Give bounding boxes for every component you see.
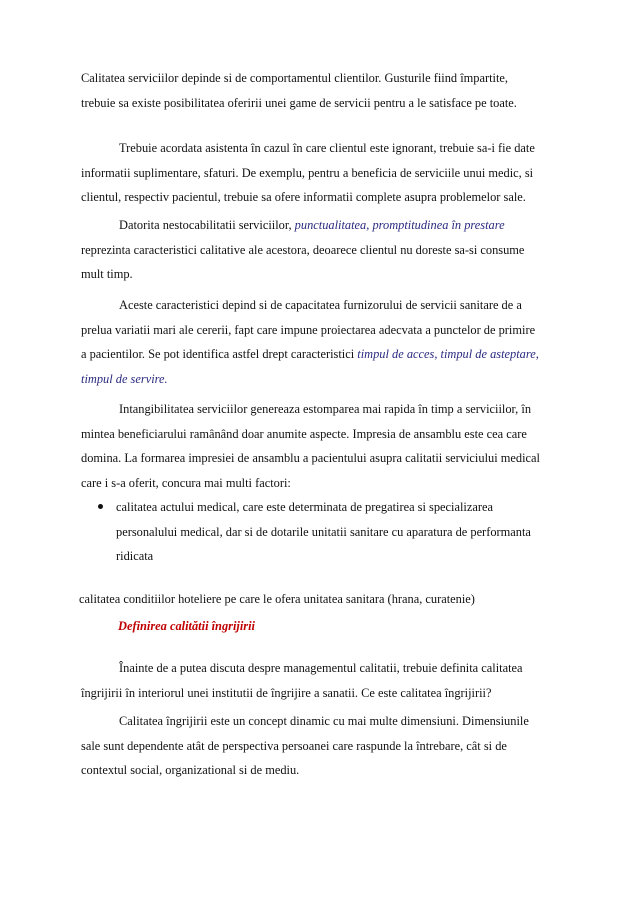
paragraph-3 xyxy=(81,213,524,287)
paragraph-1 xyxy=(81,66,517,115)
text-line: ridicata xyxy=(116,549,154,563)
paragraph-4 xyxy=(81,293,539,391)
text-line: calitatea actului medical, care este determinata de pregatirea si specializarea xyxy=(116,500,494,514)
bullet-item-1 xyxy=(116,495,531,569)
italic-emphasis: timpul de acces, timpul de asteptare, xyxy=(357,347,539,361)
italic-emphasis: timpul de servire. xyxy=(81,371,168,386)
italic-emphasis: punctualitatea, promptitudinea în prestare xyxy=(294,218,505,232)
text-line: Aceste caracteristici depind si de capacitatea furnizorului de servicii sanitare de a xyxy=(119,298,522,312)
text-line: Calitatea serviciilor depinde si de comportamentul clientilor. Gusturile fiind împartite, xyxy=(81,71,509,85)
text-line: Înainte de a putea discuta despre managementul calitatii, trebuie definita calitatea xyxy=(119,661,523,675)
text-line: Calitatea îngrijirii este un concept dinamic cu mai multe dimensiuni. Dimensiunile xyxy=(119,714,529,728)
list-item-2 xyxy=(79,587,475,612)
text-line: trebuie sa existe posibilitatea oferirii unei game de servicii pentru a le satisface pe toate. xyxy=(81,95,517,110)
text-line: Intangibilitatea serviciilor genereaza estomparea mai rapida în timp a serviciilor, în xyxy=(119,402,532,416)
text-line: care i s-a oferit, concura mai multi factori: xyxy=(81,475,291,490)
text-line: mintea beneficiarului ramânând doar anumite aspecte. Impresia de ansamblu este cea care xyxy=(81,426,527,441)
bullet-dot xyxy=(98,504,103,509)
text-segment: a pacientilor. Se pot identifica astfel drept caracteristici xyxy=(81,347,358,361)
text-line: prelua variatii mari ale cererii, fapt care impune proiectarea adecvata a punctelor de primire xyxy=(81,322,536,337)
paragraph-2 xyxy=(81,136,535,210)
text-line: clientul, respectiv pacientul, trebuie sa ofere informatii complete asupra problemelor sale. xyxy=(81,190,526,204)
text-segment: Datorita nestocabilitatii serviciilor, xyxy=(119,218,295,232)
text-line: reprezinta caracteristici calitative ale acestora, deoarece clientul nu doreste sa-si consume xyxy=(81,242,525,257)
text-line: Trebuie acordata asistenta în cazul în care clientul este ignorant, trebuie sa-i fie date xyxy=(119,141,535,155)
text-line: sale sunt dependente atât de perspectiva persoanei care raspunde la întrebare, cât si de xyxy=(81,738,507,753)
paragraph-5 xyxy=(81,397,540,495)
text-line: personalului medical, dar si de dotarile unitatii sanitare cu aparatura de performanta xyxy=(116,524,531,539)
text-line: îngrijirii în interiorul unei institutii de îngrijire a sanatii. Ce este calitatea îngrijirii? xyxy=(81,685,492,700)
paragraph-6 xyxy=(81,656,523,705)
text-line: informatii suplimentare, sfaturi. De exemplu, pentru a beneficia de serviciile unui medic, si xyxy=(81,165,534,180)
paragraph-7 xyxy=(81,709,529,783)
text-line: contextul social, organizational si de mediu. xyxy=(81,763,300,777)
text-line: calitatea conditiilor hoteliere pe care le ofera unitatea sanitara (hrana, curatenie) xyxy=(79,592,475,606)
text-line: domina. La formarea impresiei de ansamblu a pacientului asupra calitatii serviciului medical xyxy=(81,451,540,465)
text-line: mult timp. xyxy=(81,267,133,281)
section-heading: Definirea calitătii îngrijirii xyxy=(118,619,255,633)
